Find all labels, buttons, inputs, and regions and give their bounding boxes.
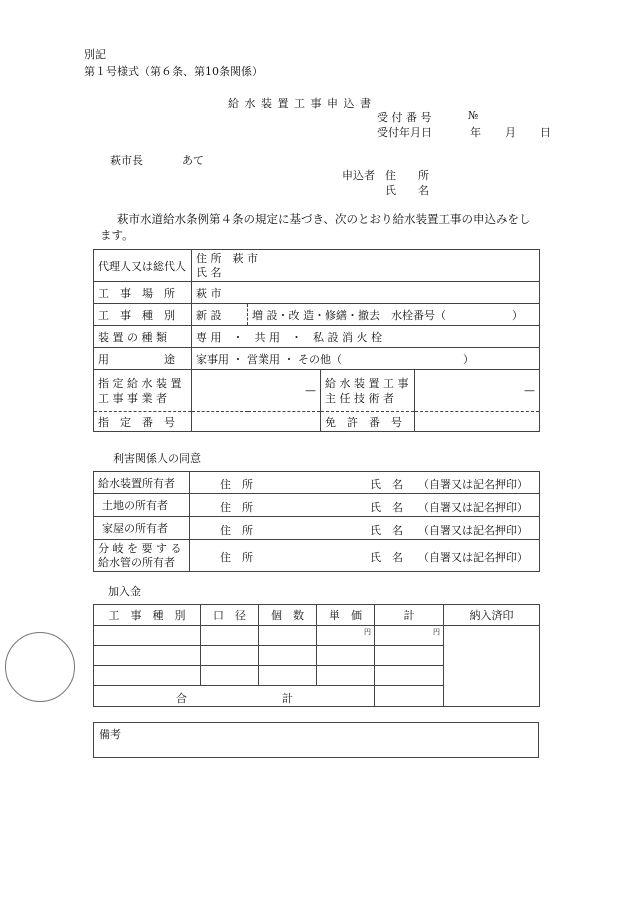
fee-col-paid-stamp: 納入済印 [444, 605, 540, 626]
consent-table [93, 471, 540, 572]
site-value: 萩 市 [192, 282, 540, 304]
license-number-value[interactable] [415, 412, 540, 432]
chief-engineer-label-1: 給 水 装 置 工 事 [325, 376, 409, 390]
agent-label: 代理人又は総代人 [94, 250, 192, 282]
paid-stamp-area[interactable] [444, 626, 540, 707]
consent-name-label: 氏 名 [370, 524, 403, 537]
agent-name: 氏 名 [196, 265, 222, 279]
addressee-ate: あて [182, 154, 204, 167]
fee-cell[interactable] [317, 646, 375, 666]
total-label-2: 計 [282, 692, 293, 705]
chief-engineer-dash: — [415, 370, 540, 412]
fee-col-subtotal: 計 [375, 605, 444, 626]
receipt-date-label: 受付年月日 [377, 126, 432, 139]
consent-seal-note: （自署又は記名押印） [418, 478, 528, 491]
chief-engineer-label-2: 主 任 技 術 者 [325, 391, 394, 405]
fee-cell[interactable] [94, 626, 201, 646]
device-type-value: 専 用 ・ 共 用 ・ 私 設 消 火 栓 [192, 326, 540, 348]
fee-cell[interactable] [317, 666, 375, 686]
fee-col-diameter: 口 径 [201, 605, 259, 626]
consent-seal-note: （自署又は記名押印） [418, 524, 528, 537]
work-type-other: 増 設・改 造・修繕・撤去 水栓番号（ ） [248, 304, 540, 326]
remarks-label: 備考 [94, 723, 539, 758]
consent-row-label-1: 分 岐 を 要 す る [98, 541, 182, 555]
consent-name-label: 氏 名 [370, 551, 403, 564]
fee-cell[interactable] [259, 626, 317, 646]
application-table [93, 249, 540, 432]
form-number: 第１号様式（第６条、第10条関係） [84, 65, 263, 78]
total-value[interactable] [375, 686, 444, 707]
fee-cell[interactable] [259, 646, 317, 666]
use-value: 家事用 ・ 営業用 ・ その他（ ） [192, 348, 540, 370]
work-type-label: 工 事 種 別 [94, 304, 192, 326]
designation-number-label: 指 定 番 号 [94, 412, 192, 432]
fee-cell[interactable] [259, 666, 317, 686]
site-label: 工 事 場 所 [94, 282, 192, 304]
month-label: 月 [505, 126, 516, 139]
total-label-1: 合 [176, 692, 187, 705]
consent-address-label: 住 所 [220, 478, 253, 491]
seal-circle [5, 632, 75, 702]
fee-cell[interactable] [94, 666, 201, 686]
designation-number-value[interactable] [192, 412, 321, 432]
addressee: 萩市長 [110, 154, 143, 167]
fee-cell[interactable] [375, 666, 444, 686]
fee-table [93, 604, 540, 707]
applicant-address-label: 住 所 [385, 169, 429, 182]
fee-col-unit-price: 単 価 [317, 605, 375, 626]
yen-unit: 円 [317, 626, 375, 646]
consent-name-label: 氏 名 [370, 501, 403, 514]
remarks-box [93, 722, 539, 758]
fee-cell[interactable] [375, 646, 444, 666]
day-label: 日 [540, 126, 551, 139]
document-title: 給 水 装 置 工 事 申 込 書 [228, 97, 372, 110]
applicant-label: 申込者 [342, 169, 375, 182]
consent-row-label-2: 給水管の所有者 [98, 555, 175, 569]
receipt-no-label: 受 付 番 号 [377, 111, 432, 124]
device-type-label: 装 置 の 種 類 [94, 326, 192, 348]
contractor-label-2: 工 事 事 業 者 [98, 391, 167, 405]
intro-text-line1: 萩市水道給水条例第４条の規定に基づき、次のとおり給水装置工事の申込みをし [117, 212, 531, 226]
fee-col-work-type: 工 事 種 別 [94, 605, 201, 626]
agent-address: 住 所 萩 市 [196, 251, 258, 265]
fee-col-count: 個 数 [259, 605, 317, 626]
use-label: 用 途 [94, 348, 192, 370]
appendix-label: 別記 [84, 48, 106, 61]
contractor-label-1: 指 定 給 水 装 置 [98, 376, 182, 390]
fee-heading: 加入金 [108, 585, 141, 598]
consent-name-label: 氏 名 [370, 478, 403, 491]
fee-cell[interactable] [201, 626, 259, 646]
consent-seal-note: （自署又は記名押印） [418, 551, 528, 564]
consent-row-label: 給水装置所有者 [94, 472, 190, 494]
license-number-label: 免 許 番 号 [321, 412, 415, 432]
intro-text-line2: ます。 [100, 228, 134, 242]
yen-unit: 円 [375, 626, 444, 646]
fee-cell[interactable] [201, 646, 259, 666]
consent-row-label: 家屋の所有者 [94, 517, 190, 540]
applicant-name-label: 氏 名 [385, 184, 429, 197]
year-label: 年 [470, 126, 481, 139]
work-type-new: 新 設 [192, 304, 248, 326]
consent-address-label: 住 所 [220, 551, 253, 564]
consent-address-label: 住 所 [220, 501, 253, 514]
fee-cell[interactable] [201, 666, 259, 686]
consent-heading: 利害関係人の同意 [113, 452, 201, 465]
fee-cell[interactable] [94, 646, 201, 666]
consent-address-label: 住 所 [220, 524, 253, 537]
contractor-dash: — [192, 370, 321, 412]
no-mark: № [468, 109, 479, 122]
consent-seal-note: （自署又は記名押印） [418, 501, 528, 514]
consent-row-label: 土地の所有者 [94, 494, 190, 517]
